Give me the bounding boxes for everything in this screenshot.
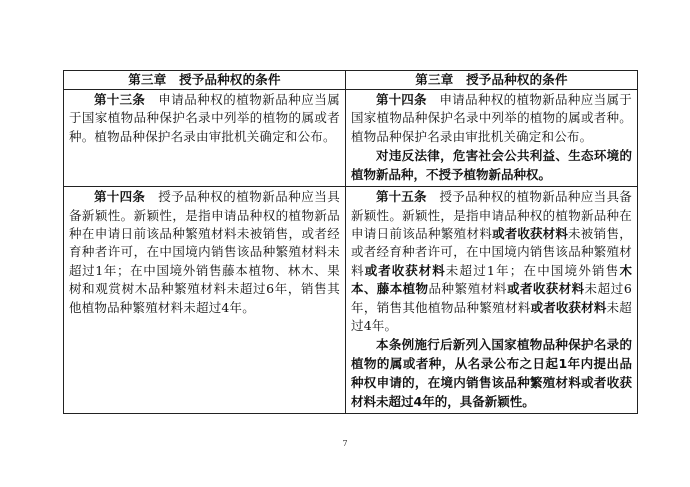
table-header-row xyxy=(64,71,638,90)
added-paragraph: 本条例施行后新列入国家植物品种保护名录的植物的属或者种，从名录公布之日起1年内提出品种权申请的，在境内销售该品种繁殖材料或者收获材料未超过4年的，具备新颖性。 xyxy=(351,337,632,410)
article-text: 授予品种权的植物新品种应当具备新颖性。新颖性，是指申请品种权的植物新品种在申请日前该品种繁殖材料 xyxy=(351,189,632,242)
page-number: 7 xyxy=(342,439,348,448)
article-text: 申请品种权的植物新品种应当属于国家植物品种保护名录中列举的植物的属或者种。植物品种保护名录由审批机关确定和公布。 xyxy=(69,92,340,144)
article-text: 未超过6年，销售其他植物品种繁殖材料 xyxy=(351,281,632,315)
paragraph xyxy=(351,91,632,146)
article-text: 未被销售，或者经育种者许可，在中国境内销售该品种繁殖材料 xyxy=(351,226,632,278)
article-text: 申请品种权的植物新品种应当属于国家植物品种保护名录中列举的植物的属或者种。植物品种保护名录由审批机关确定和公布。 xyxy=(351,92,632,144)
added-text: 或者收获材料 xyxy=(364,262,446,278)
right-cell-article-14 xyxy=(346,90,638,187)
paragraph xyxy=(69,91,340,146)
right-cell-article-15 xyxy=(346,187,638,414)
left-column-header: 第三章 授予品种权的条件 xyxy=(64,71,346,90)
added-text: 木本、藤本植物 xyxy=(351,262,632,297)
article-number: 第十四条 xyxy=(94,189,146,205)
added-text: 或者收获材料 xyxy=(492,226,568,242)
article-text: 未超过4年。 xyxy=(351,299,632,334)
article-text: 授予品种权的植物新品种应当具备新颖性。新颖性，是指申请品种权的植物新品种在申请日前该品种繁殖材料未被销售，或者经育种者许可，在中国境内销售该品种繁殖材料未超过1年；在中国境外销售藤本植物、林木、果树和观赏树木品种繁殖材料未超过6年，销售其他植物品种繁殖材料未超过4年。 xyxy=(69,189,340,315)
paragraph xyxy=(69,188,340,317)
right-column-header: 第三章 授予品种权的条件 xyxy=(346,71,638,90)
table-row xyxy=(64,90,638,187)
left-cell-article-14 xyxy=(64,187,346,414)
article-text: 未超过1年；在中国境外销售 xyxy=(445,262,620,278)
article-number: 第十四条 xyxy=(376,92,427,107)
article-text: 品种繁殖材料 xyxy=(428,281,508,297)
article-number: 第十五条 xyxy=(376,189,427,205)
table-row xyxy=(64,187,638,414)
paragraph xyxy=(351,188,632,335)
comparison-table xyxy=(63,70,638,414)
added-text: 或者收获材料 xyxy=(507,281,585,297)
added-paragraph: 对违反法律，危害社会公共利益、生态环境的植物新品种，不授予植物新品种权。 xyxy=(351,148,632,183)
article-number: 第十三条 xyxy=(94,92,146,107)
added-text: 或者收获材料 xyxy=(530,299,607,315)
left-cell-article-13 xyxy=(64,90,346,187)
